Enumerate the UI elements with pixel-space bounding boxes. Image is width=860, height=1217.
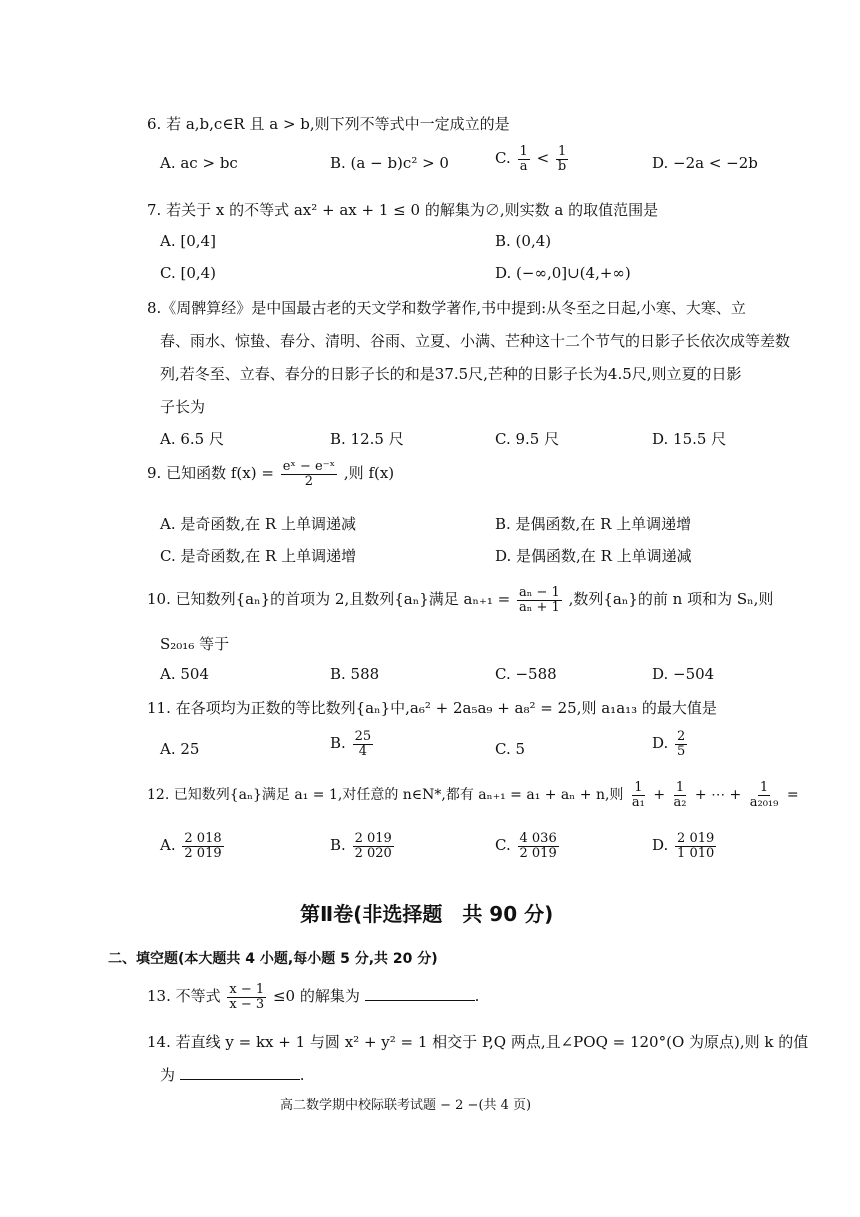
q10-option-b: B. 588 [330, 665, 380, 683]
q12-prefix: 12. 已知数列{aₙ}满足 a₁ = 1,对任意的 n∈N*,都有 aₙ₊₁ = a₁ + aₙ + n,则 [147, 787, 624, 804]
q14-end: . [299, 1066, 305, 1084]
q12-option-d-prefix: D. [652, 836, 669, 855]
q13-suffix: ≤0 的解集为 [272, 987, 360, 1006]
q8-option-a: A. 6.5 尺 [160, 430, 224, 448]
q7-option-b: B. (0,4) [495, 232, 552, 250]
question-10-line-2: S₂₀₁₆ 等于 [160, 635, 230, 653]
q7-option-c: C. [0,4) [160, 264, 217, 282]
q12-a-denominator: 2 019 [184, 845, 222, 861]
q8-option-b: B. 12.5 尺 [330, 430, 404, 448]
q9-numerator: eˣ − e⁻ˣ [282, 459, 336, 474]
q9-option-c: C. 是奇函数,在 R 上单调递增 [160, 547, 357, 565]
q11-option-a: A. 25 [160, 740, 200, 758]
q10-recurrence-fraction [517, 586, 562, 614]
q12-t2-numerator: 1 [675, 780, 685, 795]
part-2-heading: 二、填空题(本大题共 4 小题,每小题 5 分,共 20 分) [108, 951, 438, 967]
q6-option-c-fraction-2 [556, 145, 568, 173]
q12-b-denominator: 2 020 [354, 845, 392, 861]
q11-b-denominator: 4 [358, 743, 367, 759]
q6-option-c [495, 145, 570, 173]
q9-function-fraction [281, 460, 337, 488]
q10-numerator: aₙ − 1 [519, 585, 560, 600]
q10-suffix: ,数列{aₙ}的前 n 项和为 Sₙ,则 [568, 590, 774, 609]
q11-option-b-fraction [353, 730, 374, 758]
q12-option-b-fraction [353, 832, 394, 860]
question-13-stem [147, 983, 479, 1011]
q12-option-d-fraction [675, 832, 716, 860]
question-7-stem: 7. 若关于 x 的不等式 ax² + ax + 1 ≤ 0 的解集为∅,则实数 a 的取值范围是 [147, 201, 659, 219]
q10-prefix: 10. 已知数列{aₙ}的首项为 2,且数列{aₙ}满足 aₙ₊₁ = [147, 590, 511, 609]
q12-option-c-fraction [518, 832, 559, 860]
q13-numerator: x − 1 [229, 982, 265, 997]
q10-denominator: aₙ + 1 [519, 599, 560, 615]
q9-option-b: B. 是偶函数,在 R 上单调递增 [495, 515, 692, 533]
q13-inequality-fraction [227, 983, 266, 1011]
question-8-line-1: 8.《周髀算经》是中国最古老的天文学和数学著作,书中提到:从冬至之日起,小寒、大寒、立 [147, 299, 746, 317]
q9-denominator: 2 [304, 473, 314, 489]
q12-term-1 [630, 781, 647, 809]
section-title: 第Ⅱ卷(非选择题 共 90 分) [300, 902, 554, 926]
question-8-line-2: 春、雨水、惊蛰、春分、清明、谷雨、立夏、小满、芒种这十二个节气的日影子长依次成等差数 [160, 332, 791, 350]
q12-option-a-fraction [182, 832, 223, 860]
q9-option-a: A. 是奇函数,在 R 上单调递减 [160, 515, 356, 533]
q12-option-d [652, 832, 718, 860]
q12-t1-numerator: 1 [634, 780, 643, 795]
q12-a-numerator: 2 018 [184, 831, 222, 846]
q6-option-c-prefix: C. [495, 149, 511, 168]
q14-answer-blank[interactable] [180, 1067, 300, 1080]
q12-option-b-prefix: B. [330, 836, 346, 855]
q6-option-c-fraction-1 [518, 145, 530, 173]
question-14-line-1: 14. 若直线 y = kx + 1 与圆 x² + y² = 1 相交于 P,Q 两点,且∠POQ = 120°(O 为原点),则 k 的值 [147, 1033, 809, 1051]
q6-c-f1-numerator: 1 [519, 144, 528, 159]
q11-option-b [330, 730, 375, 758]
q6-c-f2-denominator: b [557, 158, 567, 174]
question-6-stem: 6. 若 a,b,c∈R 且 a > b,则下列不等式中一定成立的是 [147, 115, 510, 133]
q12-plus: + [653, 787, 666, 804]
question-11-stem: 11. 在各项均为正数的等比数列{aₙ}中,a₆² + 2a₅a₉ + a₈² = 25,则 a₁a₁₃ 的最大值是 [147, 699, 717, 717]
q6-option-a: A. ac > bc [160, 154, 238, 172]
q6-option-b: B. (a − b)c² > 0 [330, 154, 449, 172]
q6-option-c-op: < [536, 149, 550, 168]
q12-c-denominator: 2 019 [519, 845, 557, 861]
q12-option-b [330, 832, 396, 860]
q8-option-c: C. 9.5 尺 [495, 430, 560, 448]
q9-suffix: ,则 f(x) [343, 464, 395, 483]
q6-option-d: D. −2a < −2b [652, 154, 758, 172]
q12-option-c [495, 832, 561, 860]
q11-option-b-prefix: B. [330, 734, 346, 753]
q10-option-c: C. −588 [495, 665, 557, 683]
q10-option-a: A. 504 [160, 665, 209, 683]
q12-d-numerator: 2 019 [677, 831, 715, 846]
q12-option-a-prefix: A. [160, 836, 176, 855]
q11-option-d [652, 730, 689, 758]
question-10-stem [147, 586, 773, 614]
q14-prefix: 为 [160, 1066, 176, 1084]
q13-end: . [474, 987, 480, 1006]
q12-t1-denominator: a₁ [631, 794, 645, 810]
question-14-line-2 [160, 1064, 305, 1085]
q12-ellipsis: + ⋯ + [694, 787, 742, 804]
q12-equals: = [786, 787, 799, 804]
question-8-line-4: 子长为 [160, 398, 206, 416]
q13-denominator: x − 3 [229, 996, 265, 1012]
q12-c-numerator: 4 036 [519, 831, 557, 846]
q11-option-c: C. 5 [495, 740, 526, 758]
q10-option-d: D. −504 [652, 665, 715, 683]
q9-prefix: 9. 已知函数 f(x) = [147, 464, 274, 483]
q11-b-numerator: 25 [354, 729, 372, 744]
q13-prefix: 13. 不等式 [147, 987, 221, 1006]
q8-option-d: D. 15.5 尺 [652, 430, 727, 448]
q11-d-numerator: 2 [677, 729, 686, 744]
q12-option-c-prefix: C. [495, 836, 511, 855]
q12-t2-denominator: a₂ [673, 794, 687, 810]
question-12-stem [147, 781, 799, 809]
q12-b-numerator: 2 019 [354, 831, 392, 846]
q7-option-d: D. (−∞,0]∪(4,+∞) [495, 264, 631, 282]
q11-option-d-fraction [675, 730, 687, 758]
q12-option-a [160, 832, 226, 860]
question-9-stem [147, 460, 394, 488]
q12-term-last [748, 781, 781, 809]
q9-option-d: D. 是偶函数,在 R 上单调递减 [495, 547, 692, 565]
q12-t3-numerator: 1 [759, 780, 769, 795]
q13-answer-blank[interactable] [365, 988, 475, 1001]
q12-term-2 [672, 781, 689, 809]
question-8-line-3: 列,若冬至、立春、春分的日影子长的和是37.5尺,芒种的日影子长为4.5尺,则立夏的日影 [160, 365, 742, 383]
q11-option-d-prefix: D. [652, 734, 669, 753]
q7-option-a: A. [0,4] [160, 232, 216, 250]
page-footer: 高二数学期中校际联考试题 − 2 −(共 4 页) [280, 1098, 532, 1113]
q12-t3-denominator: a₂₀₁₉ [749, 794, 779, 810]
q6-c-f1-denominator: a [519, 158, 528, 174]
q11-d-denominator: 5 [677, 743, 686, 759]
q12-d-denominator: 1 010 [677, 845, 715, 861]
q6-c-f2-numerator: 1 [557, 144, 567, 159]
